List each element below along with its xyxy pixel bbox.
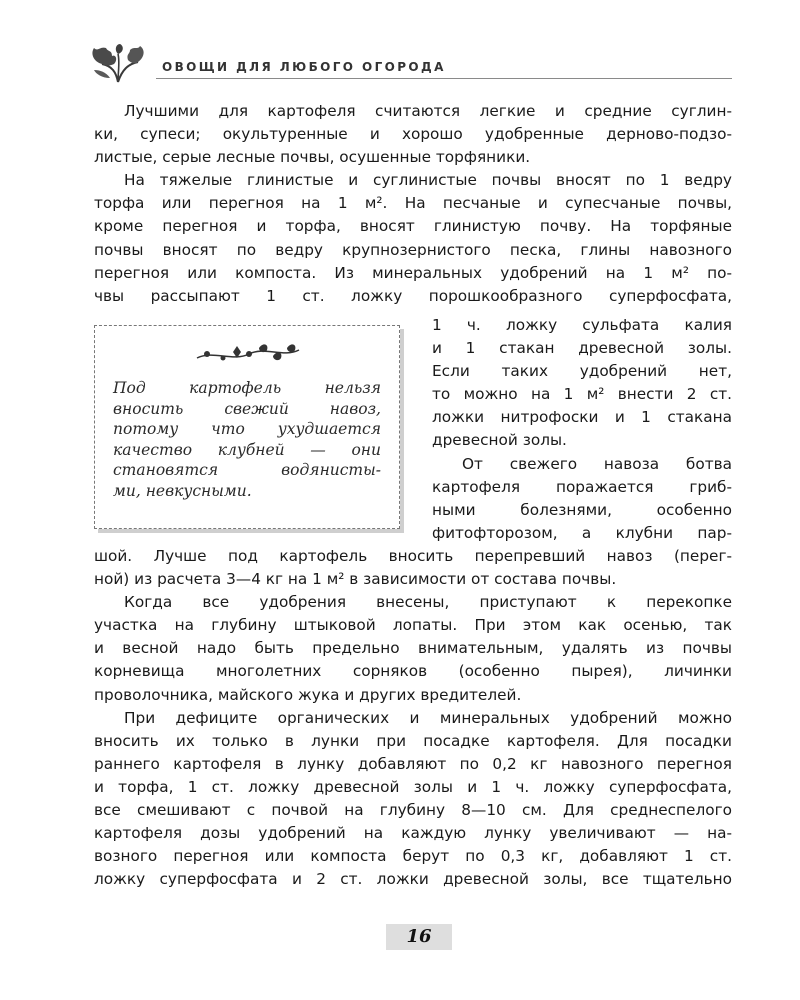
header-title: ОВОЩИ ДЛЯ ЛЮБОГО ОГОРОДА bbox=[162, 60, 446, 74]
text-line: ными болезнями, особенно bbox=[432, 500, 732, 519]
floral-ornament-icon bbox=[193, 340, 303, 366]
text-line: почвы вносят по ведру крупнозернистого песка, глины навозного bbox=[94, 240, 732, 259]
text-line: На тяжелые глинистые и суглинистые почвы вносят по 1 ведру bbox=[124, 171, 732, 190]
text-line: 1 ч. ложку сульфата калия bbox=[432, 316, 732, 334]
page-number: 16 bbox=[406, 926, 432, 947]
text-line: кроме перегноя и торфа, вносят глинистую почву. На торфяные bbox=[94, 217, 732, 236]
text-line: фитофторозом, а клубни пар- bbox=[432, 523, 732, 542]
text-line: раннего картофеля в лунку добавляют по 0,2 кг навозного перегноя bbox=[94, 754, 732, 773]
text-line: корневища многолетних сорняков (особенно пырея), личинки bbox=[94, 662, 732, 681]
text-line: листые, серые лесные почвы, осушенные торфяники. bbox=[94, 148, 531, 167]
callout-text bbox=[113, 378, 381, 501]
text-line: перегноя или компоста. Из минеральных удобрений на 1 м² по- bbox=[94, 263, 732, 282]
text-line: торфа или перегноя на 1 м². На песчаные и супесчаные почвы, bbox=[94, 194, 733, 213]
text-line: участка на глубину штыковой лопаты. При этом как осенью, так bbox=[94, 616, 732, 635]
text-line: От свежего навоза ботва bbox=[462, 454, 732, 473]
page-number-box bbox=[386, 924, 452, 950]
text-line: и 1 стакан древесной золы. bbox=[432, 339, 732, 358]
text-line: шой. Лучше под картофель вносить перепревший навоз (перег- bbox=[94, 547, 732, 565]
body-bottom bbox=[94, 545, 732, 891]
wrap-column bbox=[432, 314, 732, 545]
text-line: древесной золы. bbox=[432, 431, 567, 450]
parsley-leaf-icon bbox=[88, 42, 148, 86]
header-rule bbox=[156, 78, 732, 79]
text-line: картофеля дозы удобрений на каждую лунку увеличивают — на- bbox=[94, 824, 732, 843]
text-line: картофеля поражается гриб- bbox=[432, 477, 732, 496]
text-line: ки, супеси; окультуренные и хорошо удобренные дерново-подзо- bbox=[94, 125, 732, 144]
text-line: то можно на 1 м² внести 2 ст. bbox=[432, 385, 733, 404]
text-line: проволочника, майского жука и других вредителей. bbox=[94, 685, 522, 704]
callout-line: становятся водянисты- bbox=[113, 461, 381, 479]
body-top bbox=[94, 100, 732, 308]
text-line: ложку суперфосфата и 2 ст. ложки древесной золы, все тщательно bbox=[94, 870, 732, 889]
text-line: При дефиците органических и минеральных удобрений можно bbox=[124, 708, 732, 727]
callout-line: потому что ухудшается bbox=[113, 420, 381, 438]
callout-line: ми, невкусными. bbox=[113, 481, 252, 500]
callout-line: Под картофель нельзя bbox=[113, 379, 381, 397]
text-line: возного перегноя или компоста берут по 0,3 кг, добавляют 1 ст. bbox=[94, 847, 732, 866]
callout-line: вносить свежий навоз, bbox=[113, 399, 381, 418]
text-line: Когда все удобрения внесены, приступают к перекопке bbox=[124, 593, 732, 612]
text-line: Если таких удобрений нет, bbox=[432, 362, 732, 381]
text-line: Лучшими для картофеля считаются легкие и средние суглин- bbox=[124, 102, 732, 120]
text-line: вносить их только в лунки при посадке картофеля. Для посадки bbox=[94, 731, 732, 750]
text-line: все смешивают с почвой на глубину 8—10 см. Для среднеспелого bbox=[94, 801, 732, 820]
callout-line: качество клубней — они bbox=[113, 440, 381, 459]
callout-box bbox=[94, 325, 400, 529]
running-header bbox=[82, 42, 732, 86]
text-line: ной) из расчета 3—4 кг на 1 м² в зависимости от состава почвы. bbox=[94, 570, 617, 589]
text-line: и весной надо быть предельно внимательным, удалять из почвы bbox=[94, 639, 732, 658]
text-line: чвы рассыпают 1 ст. ложку порошкообразного суперфосфата, bbox=[94, 286, 732, 305]
text-line: ложки нитрофоски и 1 стакана bbox=[432, 408, 732, 427]
text-line: и торфа, 1 ст. ложку древесной золы и 1 ч. ложку суперфосфата, bbox=[94, 777, 732, 796]
